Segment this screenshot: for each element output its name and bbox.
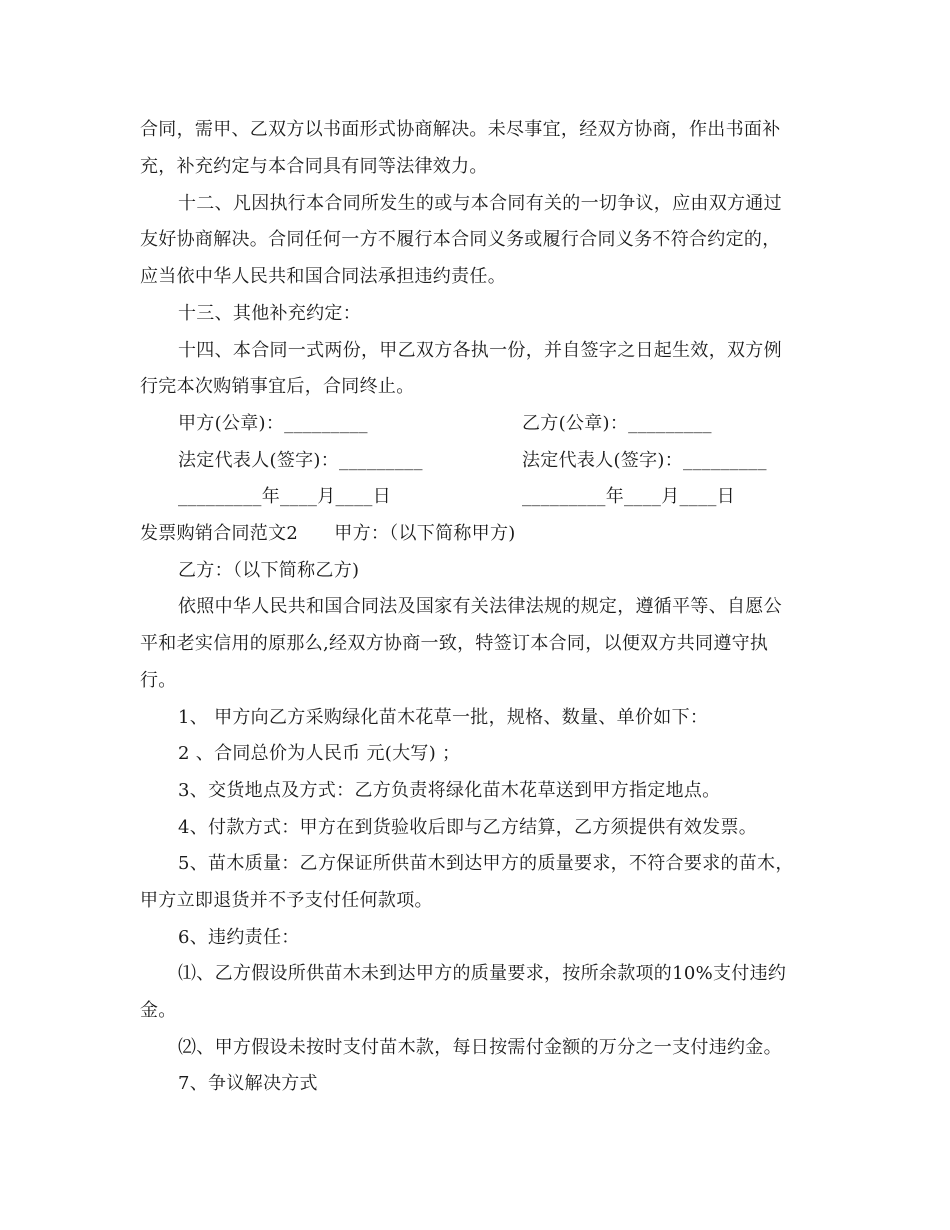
paragraph-line: 行。 <box>140 670 177 691</box>
party-a-seal: 甲方(公章)：_________ <box>178 413 368 434</box>
clause-6-1: ⑴、乙方假设所供苗木未到达甲方的质量要求，按所余款项的10%支付违约 <box>178 963 787 984</box>
paragraph-line: 乙方：（以下简称乙方) <box>178 560 360 581</box>
section-title: 发票购销合同范文2 甲方：（以下简称甲方) <box>140 523 516 544</box>
paragraph-line: 甲方立即退货并不予支付任何款项。 <box>140 890 433 911</box>
clause-6: 6、违约责任： <box>178 927 300 948</box>
party-a-date: _________年____月____日 <box>178 486 391 507</box>
paragraph-line: 依照中华人民共和国合同法及国家有关法律法规的规定，遵循平等、自愿公 <box>178 596 782 617</box>
paragraph-line: 十四、本合同一式两份，甲乙双方各执一份，并自签字之日起生效，双方例 <box>178 340 782 361</box>
clause-6-2: ⑵、甲方假设未按时支付苗木款，每日按需付金额的万分之一支付违约金。 <box>178 1037 782 1058</box>
paragraph-line: 合同，需甲、乙双方以书面形式协商解决。未尽事宜，经双方协商，作出书面补 <box>140 119 781 140</box>
paragraph-line: 十二、凡因执行本合同所发生的或与本合同有关的一切争议，应由双方通过 <box>178 193 782 214</box>
paragraph-line: 金。 <box>140 1000 177 1021</box>
party-b-seal: 乙方(公章)：_________ <box>522 413 712 434</box>
paragraph-line: 行完本次购销事宜后，合同终止。 <box>140 376 415 397</box>
party-a-representative: 法定代表人(签字)：_________ <box>178 450 423 471</box>
clause-3: 3、交货地点及方式：乙方负责将绿化苗木花草送到甲方指定地点。 <box>178 780 721 801</box>
paragraph-line: 十三、其他补充约定： <box>178 303 361 324</box>
party-b-representative: 法定代表人(签字)：_________ <box>522 450 767 471</box>
clause-5: 5、苗木质量：乙方保证所供苗木到达甲方的质量要求，不符合要求的苗木， <box>178 853 794 874</box>
paragraph-line: 平和老实信用的原那么,经双方协商一致，特签订本合同，以便双方共同遵守执 <box>140 633 769 654</box>
paragraph-line: 友好协商解决。合同任何一方不履行本合同义务或履行合同义务不符合约定的， <box>140 229 781 250</box>
clause-4: 4、付款方式：甲方在到货验收后即与乙方结算，乙方须提供有效发票。 <box>178 817 758 838</box>
party-b-date: _________年____月____日 <box>522 486 735 507</box>
clause-2: 2 、合同总价为人民币 元(大写) ； <box>178 743 461 764</box>
clause-1: 1、 甲方向乙方采购绿化苗木花草一批，规格、数量、单价如下： <box>178 707 709 728</box>
paragraph-line: 应当依中华人民共和国合同法承担违约责任。 <box>140 266 506 287</box>
paragraph-line: 充，补充约定与本合同具有同等法律效力。 <box>140 156 488 177</box>
clause-7: 7、争议解决方式 <box>178 1073 318 1094</box>
